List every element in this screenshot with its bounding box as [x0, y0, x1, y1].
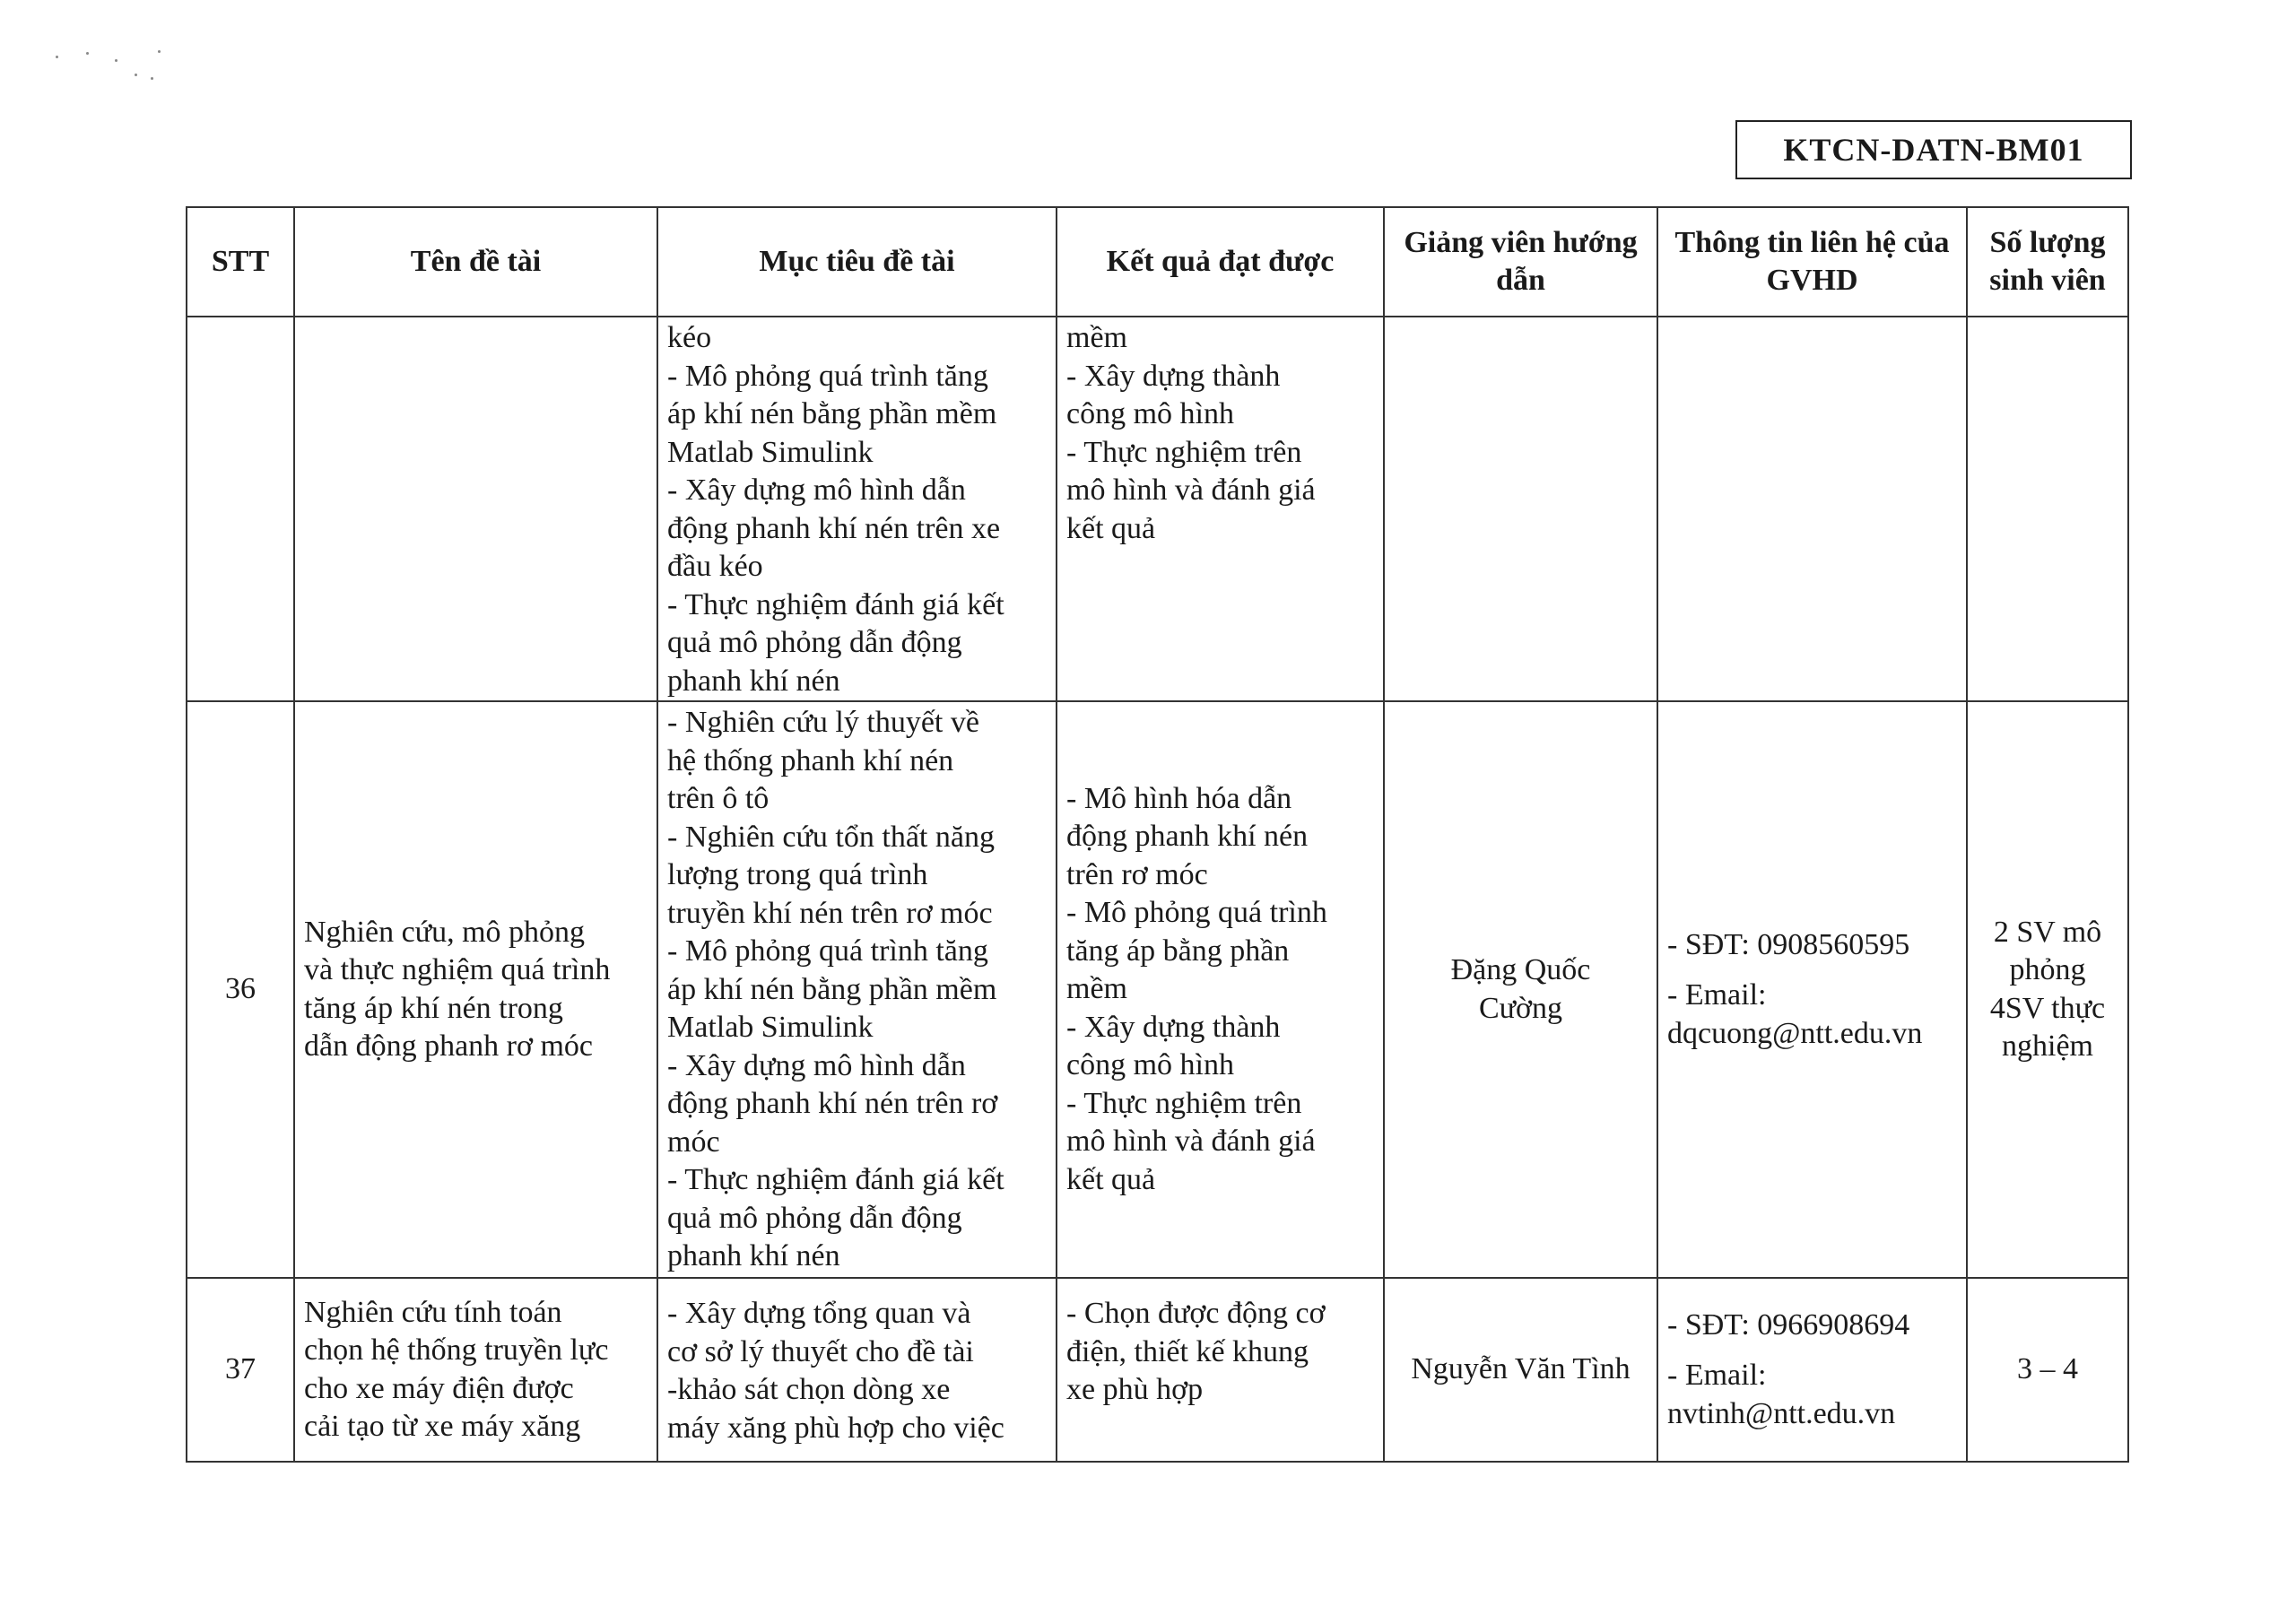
scan-speck	[158, 50, 161, 53]
cell-contact	[1657, 701, 1967, 1278]
cell-stt: 36	[187, 701, 294, 1278]
advisor-email-label: - Email:	[1667, 1359, 1767, 1393]
cell-student-count: 3 – 4	[1967, 1278, 2128, 1462]
form-code: KTCN-DATN-BM01	[1783, 132, 2084, 168]
cell-results: - Mô hình hóa dẫn động phanh khí nén trên rơ móc - Mô phỏng quá trình tăng áp bằng phần mềm - Xây dựng thành công mô hình - Thực nghiệm trên mô hình và đánh giá kết quả	[1057, 701, 1384, 1278]
advisor-phone: - SĐT: 0908560595	[1667, 927, 1910, 961]
cell-results: - Chọn được động cơ điện, thiết kế khung xe phù hợp	[1057, 1278, 1384, 1462]
cell-results: mềm - Xây dựng thành công mô hình - Thực nghiệm trên mô hình và đánh giá kết quả	[1057, 317, 1384, 701]
header-student-count: Số lượng sinh viên	[1967, 207, 2128, 317]
scan-speck	[86, 52, 89, 55]
cell-objectives: - Xây dựng tổng quan và cơ sở lý thuyết cho đề tài -khảo sát chọn dòng xe máy xăng phù hợp cho việc	[657, 1278, 1057, 1462]
cell-contact	[1657, 317, 1967, 701]
scan-speck	[115, 59, 117, 62]
cell-stt	[187, 317, 294, 701]
cell-stt: 37	[187, 1278, 294, 1462]
cell-topic-name: Nghiên cứu, mô phỏng và thực nghiệm quá trình tăng áp khí nén trong dẫn động phanh rơ móc	[294, 701, 657, 1278]
advisor-email: nvtinh@ntt.edu.vn	[1667, 1396, 1896, 1430]
table-row	[187, 1278, 2128, 1462]
cell-student-count: 2 SV mô phỏng 4SV thực nghiệm	[1967, 701, 2128, 1278]
header-results: Kết quả đạt được	[1057, 207, 1384, 317]
table-header-row	[187, 207, 2128, 317]
form-code-box	[1735, 120, 2132, 179]
table-row	[187, 317, 2128, 701]
scan-speck	[135, 74, 137, 76]
header-contact: Thông tin liên hệ của GVHD	[1657, 207, 1967, 317]
header-topic-name: Tên đề tài	[294, 207, 657, 317]
cell-contact	[1657, 1278, 1967, 1462]
cell-topic-name	[294, 317, 657, 701]
cell-objectives: - Nghiên cứu lý thuyết về hệ thống phanh khí nén trên ô tô - Nghiên cứu tổn thất năng lượng trong quá trình truyền khí nén trên rơ móc - Mô phỏng quá trình tăng áp khí nén bằng phần mềm Matlab Simulink - Xây dựng mô hình dẫn động phanh khí nén trên rơ móc - Thực nghiệm đánh giá kết quả mô phỏng dẫn động phanh khí nén	[657, 701, 1057, 1278]
advisor-email: dqcuong@ntt.edu.vn	[1667, 1016, 1923, 1050]
scan-speck	[151, 77, 153, 80]
topic-table-container	[186, 206, 2129, 1463]
cell-advisor	[1384, 317, 1657, 701]
scan-speck	[56, 56, 58, 58]
cell-topic-name: Nghiên cứu tính toán chọn hệ thống truyền lực cho xe máy điện được cải tạo từ xe máy xăng	[294, 1278, 657, 1462]
topic-table	[186, 206, 2129, 1463]
header-stt: STT	[187, 207, 294, 317]
table-row	[187, 701, 2128, 1278]
cell-objectives: kéo - Mô phỏng quá trình tăng áp khí nén bằng phần mềm Matlab Simulink - Xây dựng mô hình dẫn động phanh khí nén trên xe đầu kéo - Thực nghiệm đánh giá kết quả mô phỏng dẫn động phanh khí nén	[657, 317, 1057, 701]
cell-advisor: Nguyễn Văn Tình	[1384, 1278, 1657, 1462]
advisor-phone: - SĐT: 0966908694	[1667, 1307, 1910, 1342]
cell-advisor: Đặng Quốc Cường	[1384, 701, 1657, 1278]
advisor-email-label: - Email:	[1667, 978, 1767, 1012]
header-advisor: Giảng viên hướng dẫn	[1384, 207, 1657, 317]
header-objectives: Mục tiêu đề tài	[657, 207, 1057, 317]
cell-student-count	[1967, 317, 2128, 701]
